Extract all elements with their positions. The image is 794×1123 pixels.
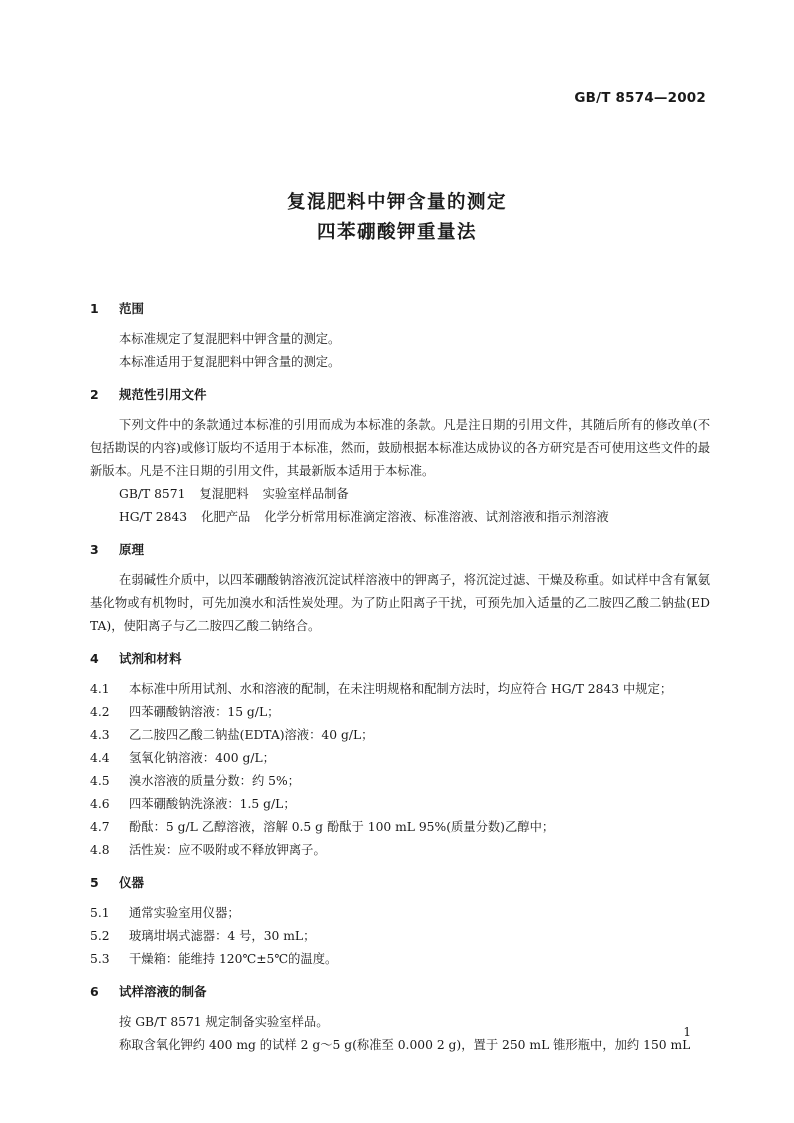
section-heading: 3 原理 xyxy=(90,542,145,557)
section-apparatus xyxy=(90,872,710,971)
title-line-1: 复混肥料中钾含量的测定 xyxy=(286,192,507,213)
list-item: 4.8 活性炭：应不吸附或不释放钾离子。 xyxy=(90,843,326,857)
section-reagents xyxy=(90,648,710,862)
document-title xyxy=(0,188,794,248)
page-number: 1 xyxy=(683,1025,691,1039)
reference-item: GB/T 8571 复混肥料 实验室样品制备 xyxy=(119,487,349,501)
list-item: 4.1 本标准中所用试剂、水和溶液的配制，在未注明规格和配制方法时，均应符合 HG/T 2843 中规定； xyxy=(90,682,673,696)
list-item: 4.2 四苯硼酸钠溶液：15 g/L； xyxy=(90,705,280,719)
section-heading: 4 试剂和材料 xyxy=(90,651,182,666)
paragraph: 本标准规定了复混肥料中钾含量的测定。 xyxy=(119,332,341,346)
section-heading: 2 规范性引用文件 xyxy=(90,387,207,402)
title-line-2: 四苯硼酸钾重量法 xyxy=(316,222,477,243)
reference-item: HG/T 2843 化肥产品 化学分析常用标准滴定溶液、标准溶液、试剂溶液和指示剂溶液 xyxy=(119,510,609,524)
list-item: 4.5 溴水溶液的质量分数：约 5%； xyxy=(90,774,300,788)
paragraph: 在弱碱性介质中，以四苯硼酸钠溶液沉淀试样溶液中的钾离子，将沉淀过滤、干燥及称重。如试样中含有氰氨基化物或有机物时，可先加溴水和活性炭处理。为了防止阳离子干扰，可预先加入适量的乙二胺四乙酸二钠盐(EDTA)，使阳离子与乙二胺四乙酸二钠络合。 xyxy=(90,573,710,633)
section-heading: 6 试样溶液的制备 xyxy=(90,984,207,999)
section-principle xyxy=(90,539,710,638)
paragraph: 称取含氧化钾约 400 mg 的试样 2 g～5 g(称准至 0.000 2 g)，置于 250 mL 锥形瓶中，加约 150 mL xyxy=(119,1038,691,1052)
section-heading: 1 范围 xyxy=(90,301,145,316)
section-sample-preparation xyxy=(90,981,710,1057)
list-item: 4.4 氢氧化钠溶液：400 g/L； xyxy=(90,751,275,765)
list-item: 4.7 酚酞：5 g/L 乙醇溶液，溶解 0.5 g 酚酞于 100 mL 95%(质量分数)乙醇中； xyxy=(90,820,555,834)
list-item: 5.1 通常实验室用仪器； xyxy=(90,906,240,920)
list-item: 4.6 四苯硼酸钠洗涤液：1.5 g/L； xyxy=(90,797,296,811)
paragraph: 下列文件中的条款通过本标准的引用而成为本标准的条款。凡是注日期的引用文件，其随后所有的修改单(不包括勘误的内容)或修订版均不适用于本标准，然而，鼓励根据本标准达成协议的各方研究是否可使用这些文件的最新版本。凡是不注日期的引用文件，其最新版本适用于本标准。 xyxy=(90,418,710,478)
standard-code: GB/T 8574—2002 xyxy=(574,90,706,106)
list-item: 4.3 乙二胺四乙酸二钠盐(EDTA)溶液：40 g/L； xyxy=(90,728,374,742)
list-item: 5.3 干燥箱：能维持 120℃±5℃的温度。 xyxy=(90,952,338,966)
list-item: 5.2 玻璃坩埚式滤器：4 号，30 mL； xyxy=(90,929,316,943)
section-scope xyxy=(90,298,710,374)
paragraph: 按 GB/T 8571 规定制备实验室样品。 xyxy=(119,1015,329,1029)
document-body xyxy=(90,298,710,1057)
paragraph: 本标准适用于复混肥料中钾含量的测定。 xyxy=(119,355,341,369)
section-normative-references xyxy=(90,384,710,529)
section-heading: 5 仪器 xyxy=(90,875,145,890)
